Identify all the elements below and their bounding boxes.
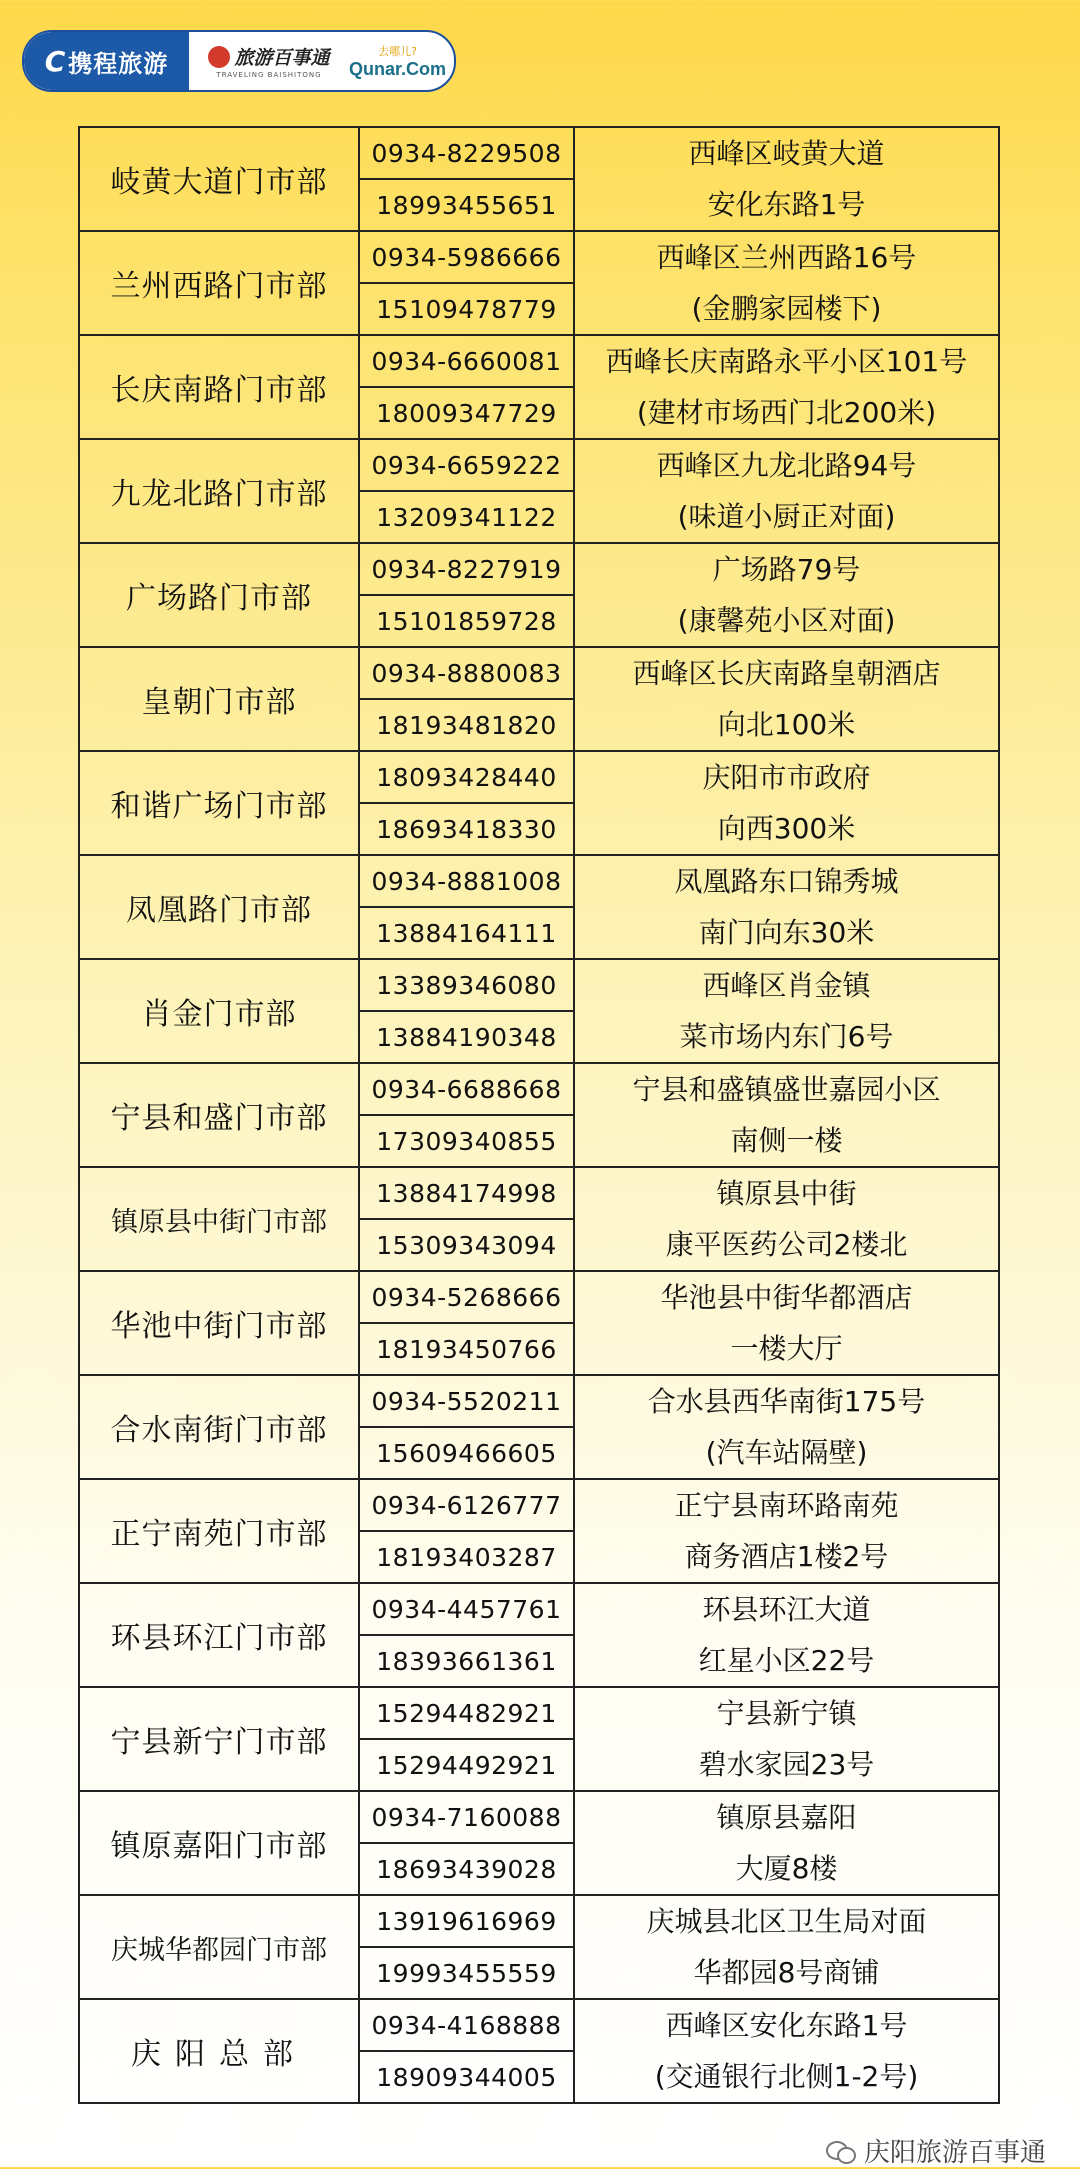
store-row — [79, 439, 999, 491]
store-phone-2[interactable]: 15109478779 — [359, 283, 574, 335]
store-phone-1[interactable]: 0934-6659222 — [359, 439, 574, 491]
store-address-line-1: 合水县西华南街175号 — [647, 1385, 926, 1418]
store-address-line-1: 西峰长庆南路永平小区101号 — [605, 345, 968, 378]
store-row — [79, 1687, 999, 1739]
store-phone-2[interactable]: 18993455651 — [359, 179, 574, 231]
store-address — [574, 959, 999, 1063]
store-phone-1[interactable]: 0934-5986666 — [359, 231, 574, 283]
store-phone-2[interactable]: 13884190348 — [359, 1011, 574, 1063]
store-name: 镇原县中街门市部 — [79, 1167, 359, 1271]
store-phone-2[interactable]: 15294492921 — [359, 1739, 574, 1791]
store-phone-1[interactable]: 0934-8881008 — [359, 855, 574, 907]
store-phone-1[interactable]: 13884174998 — [359, 1167, 574, 1219]
store-name: 宁县新宁门市部 — [79, 1687, 359, 1791]
store-phone-2[interactable]: 15101859728 — [359, 595, 574, 647]
store-row — [79, 1375, 999, 1427]
store-address — [574, 231, 999, 335]
store-row — [79, 855, 999, 907]
store-address — [574, 1895, 999, 1999]
store-name: 九龙北路门市部 — [79, 439, 359, 543]
store-address-line-2: (金鹏家园楼下) — [691, 292, 882, 325]
store-address-line-2: 向北100米 — [717, 708, 856, 741]
store-directory-table — [78, 126, 1000, 2104]
store-address — [574, 127, 999, 231]
store-address-line-2: (味道小厨正对面) — [677, 500, 896, 533]
store-address — [574, 543, 999, 647]
store-address-line-1: 西峰区肖金镇 — [702, 969, 871, 1002]
store-address-line-2: (交通银行北侧1-2号) — [654, 2060, 919, 2093]
store-address — [574, 1583, 999, 1687]
store-address-line-1: 宁县新宁镇 — [716, 1697, 857, 1730]
wechat-account-name: 庆阳旅游百事通 — [863, 2138, 1046, 2168]
ctrip-logo — [24, 32, 189, 90]
store-phone-1[interactable]: 0934-8880083 — [359, 647, 574, 699]
store-address — [574, 1687, 999, 1791]
store-phone-1[interactable]: 15294482921 — [359, 1687, 574, 1739]
store-address-line-1: 西峰区兰州西路16号 — [656, 241, 917, 274]
store-address — [574, 1479, 999, 1583]
store-address-line-1: 广场路79号 — [712, 553, 861, 586]
store-phone-2[interactable]: 13884164111 — [359, 907, 574, 959]
store-phone-1[interactable]: 0934-6688668 — [359, 1063, 574, 1115]
store-table-body — [79, 127, 999, 2103]
store-name: 岐黄大道门市部 — [79, 127, 359, 231]
store-name: 镇原嘉阳门市部 — [79, 1791, 359, 1895]
store-row — [79, 335, 999, 387]
store-phone-2[interactable]: 15309343094 — [359, 1219, 574, 1271]
store-name: 肖金门市部 — [79, 959, 359, 1063]
store-phone-1[interactable]: 18093428440 — [359, 751, 574, 803]
store-name: 庆阳总部 — [79, 1999, 359, 2103]
store-row — [79, 1063, 999, 1115]
store-phone-1[interactable]: 0934-7160088 — [359, 1791, 574, 1843]
store-name: 宁县和盛门市部 — [79, 1063, 359, 1167]
store-name: 广场路门市部 — [79, 543, 359, 647]
store-address-line-2: 华都园8号商铺 — [693, 1956, 880, 1989]
store-address-line-1: 华池县中街华都酒店 — [660, 1281, 913, 1314]
store-address-line-1: 凤凰路东口锦秀城 — [674, 865, 899, 898]
store-address-line-2: 向西300米 — [717, 812, 856, 845]
store-phone-1[interactable]: 0934-4457761 — [359, 1583, 574, 1635]
store-phone-2[interactable]: 18193450766 — [359, 1323, 574, 1375]
store-name: 和谐广场门市部 — [79, 751, 359, 855]
store-phone-2[interactable]: 18393661361 — [359, 1635, 574, 1687]
store-phone-2[interactable]: 15609466605 — [359, 1427, 574, 1479]
store-address-line-1: 镇原县嘉阳 — [716, 1801, 857, 1834]
store-row — [79, 543, 999, 595]
store-phone-1[interactable]: 0934-8227919 — [359, 543, 574, 595]
baishitong-logo-text: 旅游百事通 — [234, 47, 330, 69]
store-phone-1[interactable]: 0934-5268666 — [359, 1271, 574, 1323]
store-address-line-1: 庆城县北区卫生局对面 — [646, 1905, 927, 1938]
store-address-line-1: 正宁县南环路南苑 — [674, 1489, 899, 1522]
store-name: 华池中街门市部 — [79, 1271, 359, 1375]
store-address-line-1: 西峰区安化东路1号 — [665, 2009, 908, 2042]
header-logo-bar — [22, 30, 456, 92]
ctrip-logo-text: 携程旅游 — [68, 49, 169, 78]
store-phone-1[interactable]: 0934-6126777 — [359, 1479, 574, 1531]
store-phone-1[interactable]: 0934-4168888 — [359, 1999, 574, 2051]
baishitong-badge-icon — [208, 46, 230, 68]
store-address — [574, 1063, 999, 1167]
store-address-line-1: 西峰区长庆南路皇朝酒店 — [632, 657, 941, 690]
store-phone-1[interactable]: 0934-6660081 — [359, 335, 574, 387]
store-address-line-1: 宁县和盛镇盛世嘉园小区 — [632, 1073, 941, 1106]
store-address — [574, 1167, 999, 1271]
store-row — [79, 751, 999, 803]
store-address-line-2: (康馨苑小区对面) — [677, 604, 896, 637]
store-address-line-2: (汽车站隔壁) — [705, 1436, 868, 1469]
store-row — [79, 1167, 999, 1219]
store-phone-2[interactable]: 18909344005 — [359, 2051, 574, 2103]
store-row — [79, 1583, 999, 1635]
store-address-line-2: (建材市场西门北200米) — [636, 396, 937, 429]
store-address — [574, 1791, 999, 1895]
store-row — [79, 959, 999, 1011]
store-phone-1[interactable]: 13919616969 — [359, 1895, 574, 1947]
store-address-line-2: 康平医药公司2楼北 — [665, 1228, 908, 1261]
store-row — [79, 1895, 999, 1947]
store-row — [79, 1271, 999, 1323]
store-address-line-2: 一楼大厅 — [730, 1332, 843, 1365]
store-phone-2[interactable]: 18693418330 — [359, 803, 574, 855]
store-row — [79, 231, 999, 283]
store-name: 皇朝门市部 — [79, 647, 359, 751]
store-address-line-2: 菜市场内东门6号 — [679, 1020, 894, 1053]
store-address-line-2: 商务酒店1楼2号 — [684, 1540, 889, 1573]
store-phone-2[interactable]: 18193481820 — [359, 699, 574, 751]
store-phone-2[interactable]: 18693439028 — [359, 1843, 574, 1895]
store-name: 凤凰路门市部 — [79, 855, 359, 959]
store-address — [574, 335, 999, 439]
store-address — [574, 439, 999, 543]
wechat-icon — [826, 2139, 856, 2163]
store-address-line-1: 环县环江大道 — [702, 1593, 871, 1626]
store-address-line-2: 碧水家园23号 — [698, 1748, 875, 1781]
store-name: 兰州西路门市部 — [79, 231, 359, 335]
store-address-line-1: 庆阳市市政府 — [702, 761, 871, 794]
store-address — [574, 1271, 999, 1375]
store-row — [79, 127, 999, 179]
store-phone-1[interactable]: 0934-5520211 — [359, 1375, 574, 1427]
store-row — [79, 1479, 999, 1531]
store-phone-1[interactable]: 13389346080 — [359, 959, 574, 1011]
store-phone-2[interactable]: 18009347729 — [359, 387, 574, 439]
store-row — [79, 1791, 999, 1843]
store-address-line-1: 西峰区九龙北路94号 — [656, 449, 917, 482]
qunar-logo — [349, 43, 446, 80]
store-row — [79, 647, 999, 699]
store-phone-2[interactable]: 17309340855 — [359, 1115, 574, 1167]
store-name: 庆城华都园门市部 — [79, 1895, 359, 1999]
baishitong-logo — [199, 43, 339, 79]
qunar-logo-cn: 去哪儿? — [378, 44, 417, 58]
baishitong-logo-sub: TRAVELING BAISHITONG — [216, 71, 322, 79]
store-address — [574, 751, 999, 855]
ctrip-mark-icon: C — [44, 44, 67, 78]
store-address-line-1: 镇原县中街 — [716, 1177, 857, 1210]
store-name: 正宁南苑门市部 — [79, 1479, 359, 1583]
store-address — [574, 1375, 999, 1479]
store-address — [574, 647, 999, 751]
store-address-line-2: 南侧一楼 — [730, 1124, 843, 1157]
store-name: 环县环江门市部 — [79, 1583, 359, 1687]
store-row — [79, 1999, 999, 2051]
store-address-line-2: 大厦8楼 — [735, 1852, 838, 1885]
store-address-line-1: 西峰区岐黄大道 — [688, 137, 885, 170]
store-address-line-2: 红星小区22号 — [698, 1644, 875, 1677]
store-phone-1[interactable]: 0934-8229508 — [359, 127, 574, 179]
store-phone-2[interactable]: 18193403287 — [359, 1531, 574, 1583]
store-address — [574, 1999, 999, 2103]
store-address-line-2: 南门向东30米 — [698, 916, 875, 949]
store-phone-2[interactable]: 19993455559 — [359, 1947, 574, 1999]
qunar-logo-en: Qunar.Com — [349, 58, 447, 79]
store-name: 合水南街门市部 — [79, 1375, 359, 1479]
store-phone-2[interactable]: 13209341122 — [359, 491, 574, 543]
store-address-line-2: 安化东路1号 — [707, 188, 866, 221]
store-address — [574, 855, 999, 959]
footer-wechat-account — [826, 2132, 1046, 2169]
store-name: 长庆南路门市部 — [79, 335, 359, 439]
